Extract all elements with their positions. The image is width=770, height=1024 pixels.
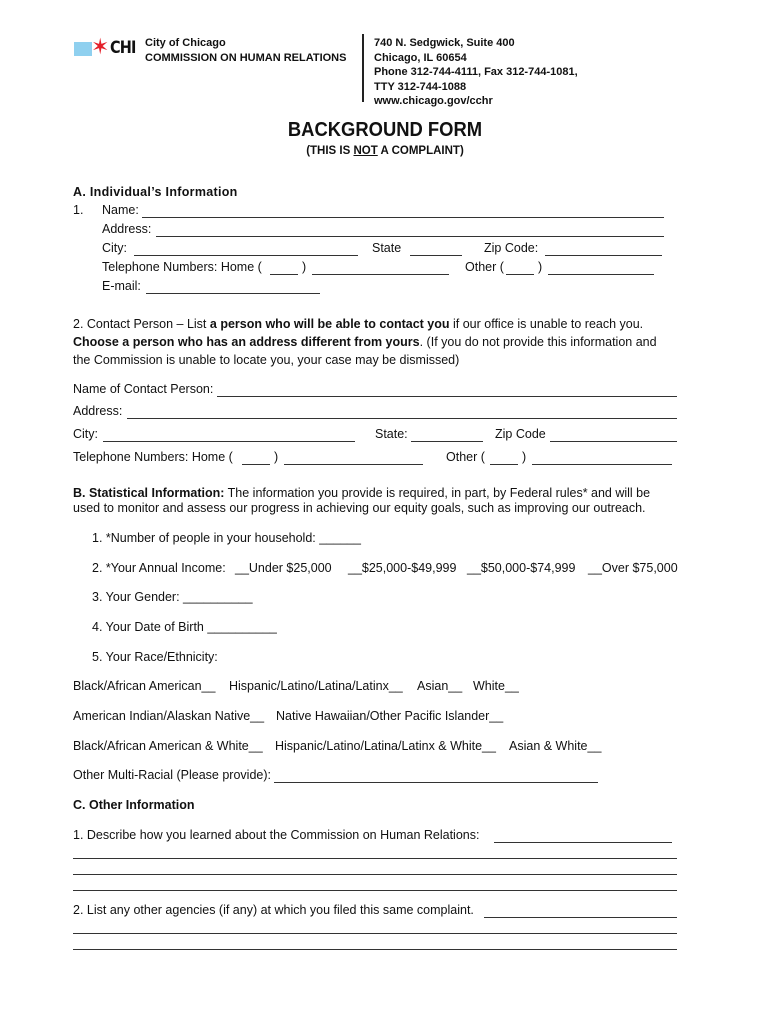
contact-name-field[interactable] — [217, 396, 677, 397]
address-line: Chicago, IL 60654 — [374, 51, 467, 64]
phone-other-label: Other ( — [465, 260, 504, 274]
section-b-text: used to monitor and assess our progress in achieving our equity goals, such as improving our outreach. — [73, 501, 646, 515]
contact-name-label: Name of Contact Person: — [73, 382, 214, 396]
city-field[interactable] — [134, 255, 358, 256]
item-number: 1. — [73, 203, 84, 217]
contact-phone-other-area-code-field[interactable] — [490, 464, 518, 465]
contact-phone-home-field[interactable] — [284, 464, 423, 465]
section-b-heading: B. Statistical Information: — [73, 486, 225, 500]
page-title: BACKGROUND FORM — [287, 119, 483, 141]
household-question[interactable]: 1. *Number of people in your household: ______ — [92, 531, 361, 545]
race-option-white[interactable]: White__ — [473, 679, 519, 693]
gender-question[interactable]: 3. Your Gender: __________ — [92, 590, 253, 604]
contact-state-field[interactable] — [411, 441, 483, 442]
org-line-2: COMMISSION ON HUMAN RELATIONS — [145, 51, 347, 64]
race-other-label: Other Multi-Racial (Please provide): — [73, 768, 271, 782]
tty-line: TTY 312-744-1088 — [374, 80, 467, 93]
subtitle-emphasis: NOT — [353, 145, 378, 157]
star-icon: ✶ — [91, 34, 110, 59]
contact-address-label: Address: — [73, 404, 123, 418]
city-label: City: — [102, 241, 127, 255]
contact-city-label: City: — [73, 427, 98, 441]
race-other-field[interactable] — [274, 782, 598, 783]
chicago-flag-logo — [74, 42, 92, 56]
dob-question[interactable]: 4. Your Date of Birth __________ — [92, 620, 277, 634]
contact-instructions — [73, 315, 681, 369]
race-option-hispanic[interactable]: Hispanic/Latino/Latina/Latinx__ — [229, 679, 403, 693]
section-c-heading: C. Other Information — [73, 798, 195, 812]
race-option-pacific-islander[interactable]: Native Hawaiian/Other Pacific Islander__ — [276, 709, 504, 723]
contact-zip-label: Zip Code — [495, 427, 546, 441]
contact-text: if our office is unable to reach you. — [449, 317, 644, 331]
contact-phone-other-label: Other ( — [446, 450, 485, 464]
other-agencies-field[interactable] — [484, 917, 677, 918]
email-field[interactable] — [146, 293, 320, 294]
paren-close: ) — [302, 260, 307, 274]
contact-text: 2. Contact Person – List — [73, 317, 210, 331]
income-question: 2. *Your Annual Income: — [92, 561, 226, 575]
section-b-text: The information you provide is required, in part, by Federal rules* and will be — [224, 486, 651, 500]
logo-text: CHI — [110, 38, 136, 58]
address-field[interactable] — [156, 236, 664, 237]
subtitle-post: A COMPLAINT) — [377, 145, 464, 157]
phone-home-label: Telephone Numbers: Home ( — [102, 260, 262, 274]
paren-close: ) — [274, 450, 279, 464]
contact-emphasis: Choose a person who has an address different from yours — [73, 335, 420, 349]
race-option-hispanic-white[interactable]: Hispanic/Latino/Latina/Latinx & White__ — [275, 739, 496, 753]
income-option-25k-50k[interactable]: __$25,000-$49,999 — [348, 561, 457, 575]
income-option-under-25k[interactable]: __Under $25,000 — [235, 561, 332, 575]
learned-about-question: 1. Describe how you learned about the Commission on Human Relations: — [73, 828, 480, 842]
contact-zip-field[interactable] — [550, 441, 677, 442]
contact-state-label: State: — [375, 427, 408, 441]
learned-about-field-line[interactable] — [73, 858, 677, 859]
name-label: Name: — [102, 203, 139, 217]
learned-about-field-line[interactable] — [73, 874, 677, 875]
section-a-heading: A. Individual’s Information — [73, 185, 238, 199]
contact-address-field[interactable] — [127, 418, 677, 419]
phone-home-area-code-field[interactable] — [270, 274, 298, 275]
learned-about-field[interactable] — [494, 842, 672, 843]
org-address — [374, 36, 578, 109]
race-option-american-indian[interactable]: American Indian/Alaskan Native__ — [73, 709, 265, 723]
contact-phone-home-area-code-field[interactable] — [242, 464, 270, 465]
header-divider — [362, 34, 364, 102]
race-option-asian-white[interactable]: Asian & White__ — [509, 739, 602, 753]
email-label: E-mail: — [102, 279, 141, 293]
race-question: 5. Your Race/Ethnicity: — [92, 650, 218, 664]
state-field[interactable] — [410, 255, 462, 256]
org-name — [145, 36, 346, 65]
zip-label: Zip Code: — [484, 241, 539, 255]
contact-emphasis: a person who will be able to contact you — [209, 317, 450, 331]
website-line[interactable]: www.chicago.gov/cchr — [374, 95, 493, 107]
address-line: 740 N. Sedgwick, Suite 400 — [374, 37, 515, 49]
paren-close: ) — [538, 260, 543, 274]
address-label: Address: — [102, 222, 152, 236]
contact-phone-other-field[interactable] — [532, 464, 672, 465]
income-option-50k-75k[interactable]: __$50,000-$74,999 — [467, 561, 576, 575]
paren-close: ) — [522, 450, 527, 464]
org-line-1: City of Chicago — [145, 37, 226, 49]
zip-field[interactable] — [545, 255, 662, 256]
contact-city-field[interactable] — [103, 441, 355, 442]
race-option-black[interactable]: Black/African American__ — [73, 679, 216, 693]
phone-other-area-code-field[interactable] — [506, 274, 534, 275]
other-agencies-question: 2. List any other agencies (if any) at which you filed this same complaint. — [73, 903, 474, 917]
race-option-black-white[interactable]: Black/African American & White__ — [73, 739, 263, 753]
race-option-asian[interactable]: Asian__ — [417, 679, 463, 693]
name-field[interactable] — [142, 217, 664, 218]
phone-other-field[interactable] — [548, 274, 654, 275]
contact-text: . (If you do not provide this information and — [419, 335, 657, 349]
contact-text: the Commission is unable to locate you, your case may be dismissed) — [73, 353, 460, 367]
learned-about-field-line[interactable] — [73, 890, 677, 891]
phone-home-field[interactable] — [312, 274, 449, 275]
subtitle-pre: (THIS IS — [306, 145, 354, 157]
state-label: State — [372, 241, 402, 255]
phone-line: Phone 312-744-4111, Fax 312-744-1081, — [374, 66, 578, 78]
contact-phone-home-label: Telephone Numbers: Home ( — [73, 450, 233, 464]
income-option-over-75k[interactable]: __Over $75,000 — [588, 561, 678, 575]
page-subtitle — [0, 145, 770, 157]
section-b-intro — [73, 486, 681, 516]
other-agencies-field-line[interactable] — [73, 933, 677, 934]
other-agencies-field-line[interactable] — [73, 949, 677, 950]
